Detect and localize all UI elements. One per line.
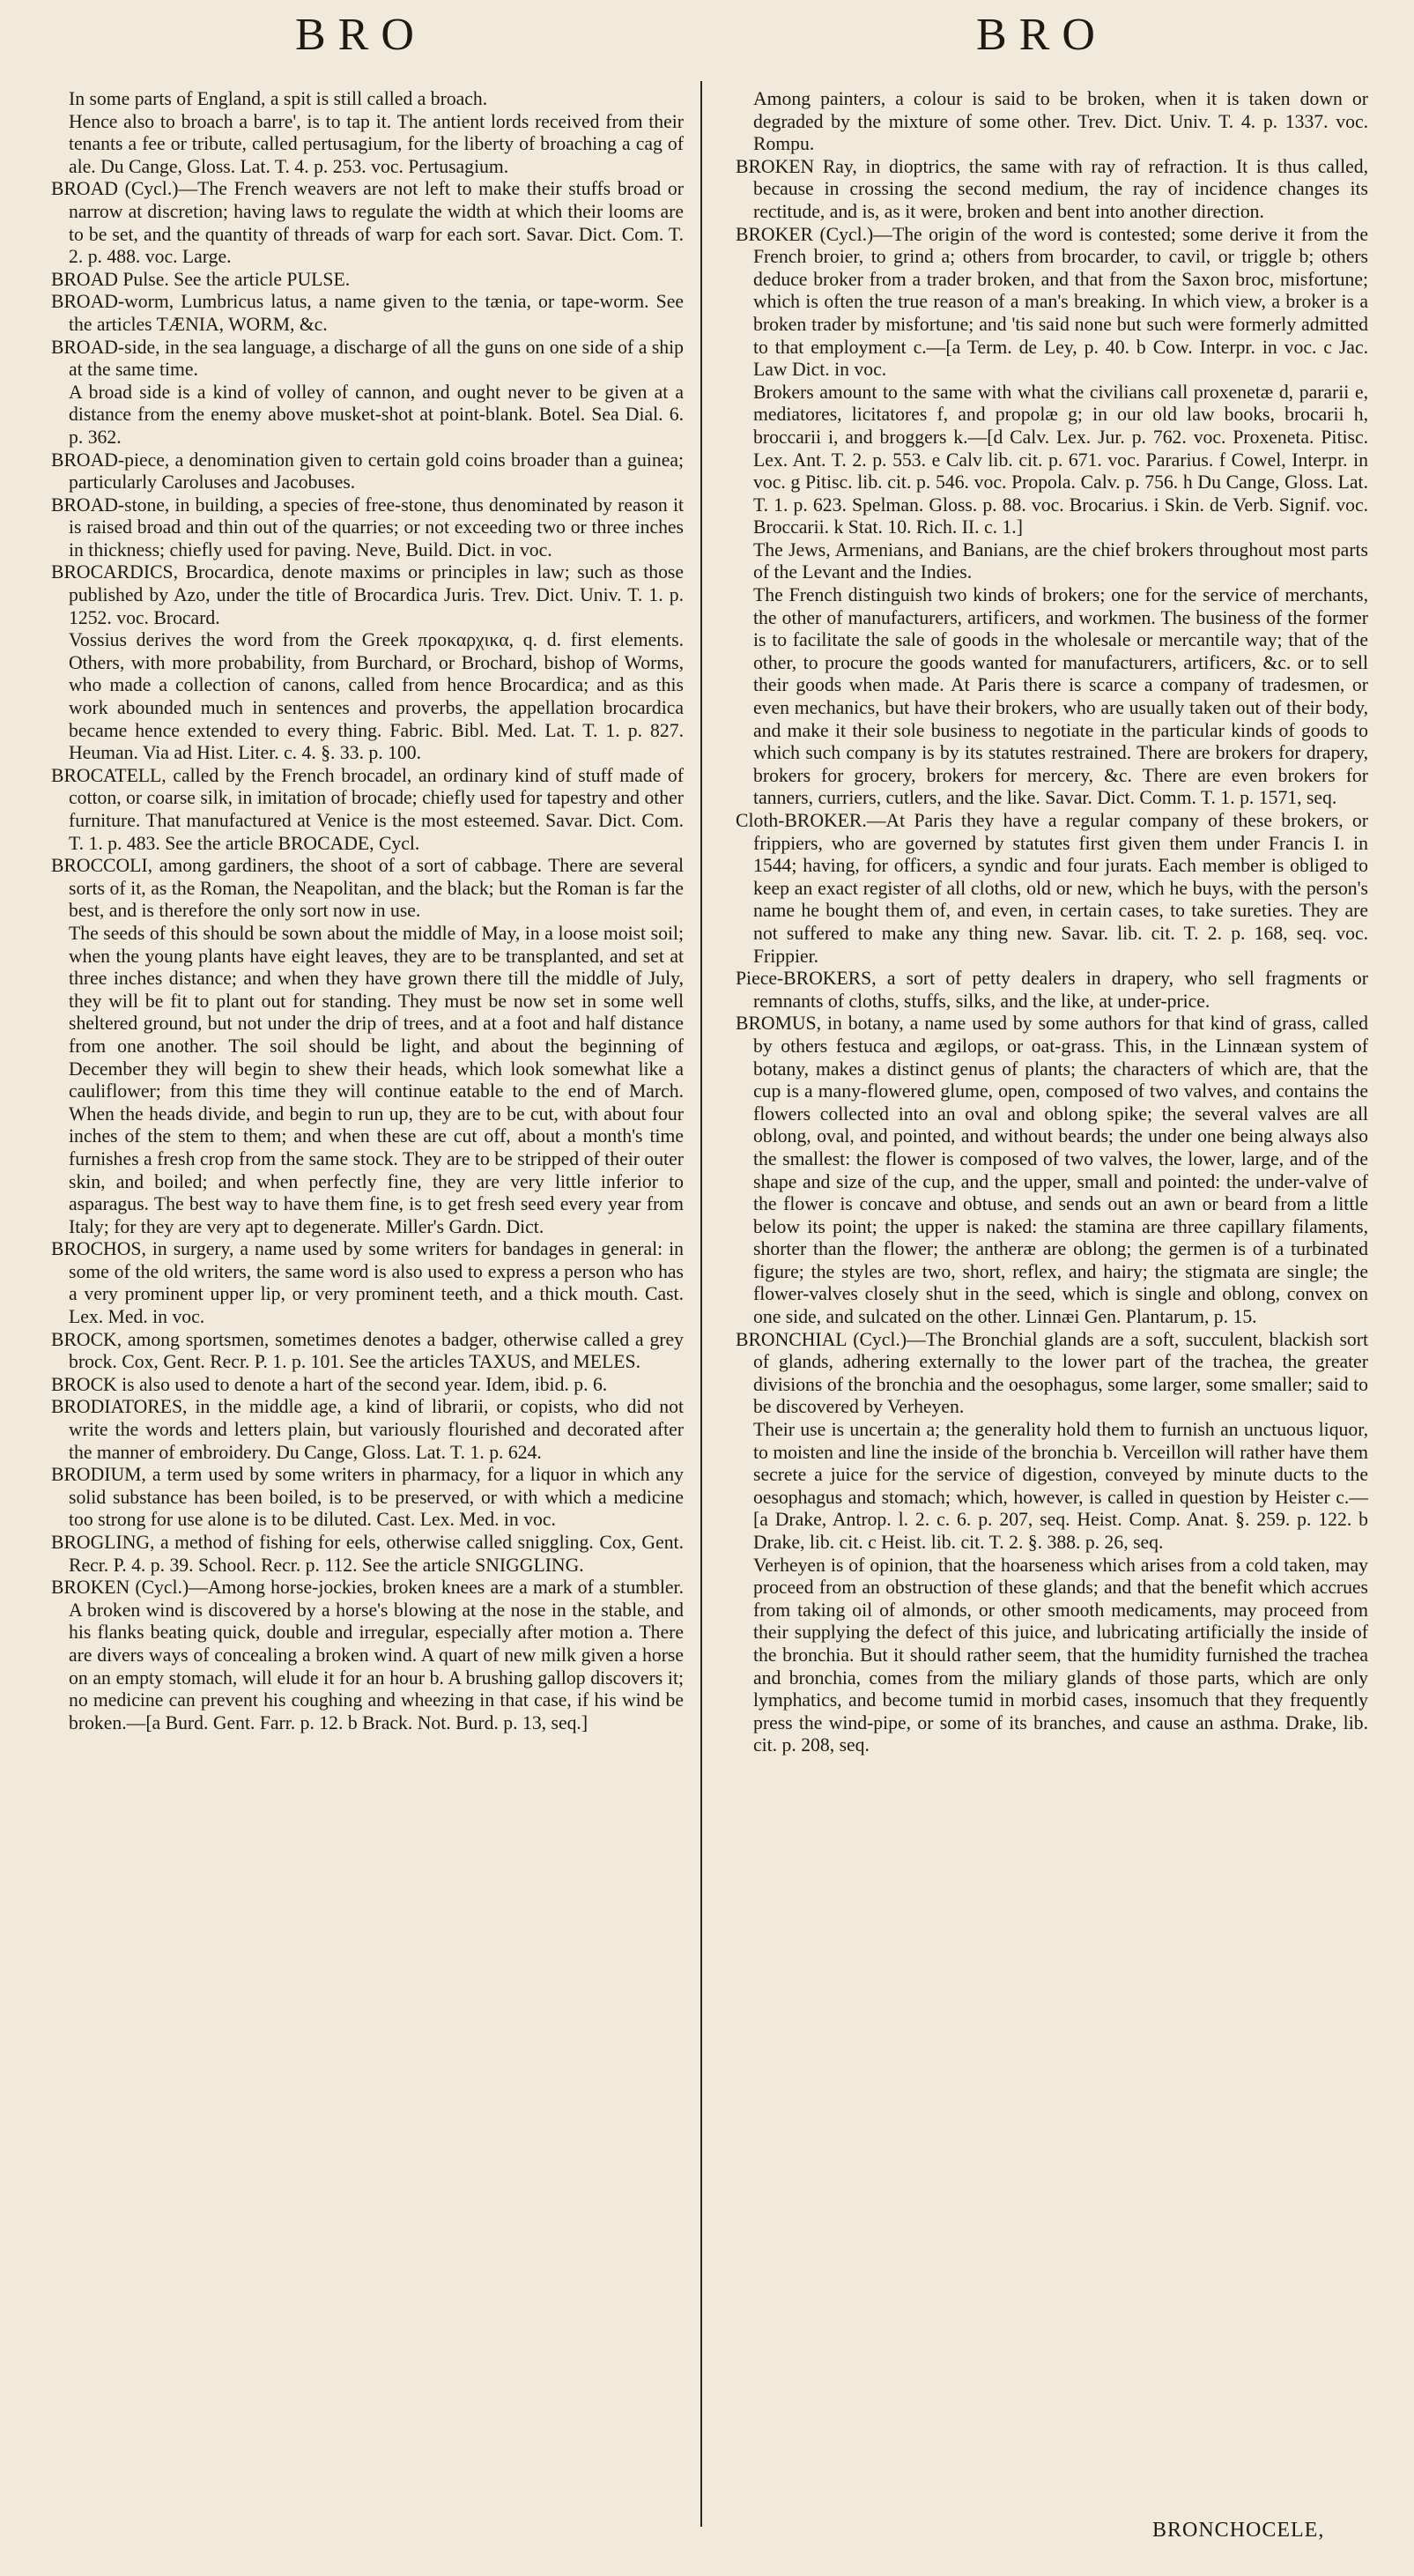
dictionary-entry: BROAD-side, in the sea language, a discharge of all the guns on one side of a ship at the same time. [51, 336, 684, 381]
dictionary-entry: BROAD Pulse. See the article PULSE. [51, 268, 351, 290]
dictionary-entry: The seeds of this should be sown about the middle of May, in a loose moist soil; when the young plants have eight leaves, they are to be transplanted, and set at three inches distance; and when they have grown there till the middle of July, they will be fit to plant out for standing. They must be now set in some well sheltered ground, but not under the drip of trees, and at a foot and half distance from one another. The soil should be light, and about the beginning of December they will begin to shew their heads, which look somewhat like a cauliflower; from this time they will continue eatable to the end of March. When the heads divide, and begin to run up, they are to be cut, with about four inches of the stem to them; and when these are cut off, about a month's time furnishes a fresh crop from the same stock. They are to be stripped of their outer skin, and boiled; and when perfectly fine, they are very little inferior to asparagus. The best way to have them fine, is to get fresh seed every year from Italy; for they are very apt to degenerate. Miller's Gardn. Dict. [69, 922, 684, 1237]
dictionary-entry: BROKEN (Cycl.)—Among horse-jockies, broken knees are a mark of a stumbler. A broken wind is discovered by a horse's blowing at the nose in the stable, and his flanks beating quick, double and irregular, especially after motion a. There are divers ways of concealing a broken wind. A quart of new milk given a horse on an empty stomach, will elude it for an hour b. A brushing gallop discovers it; no medicine can prevent his coughing and wheezing in that case, if his wind be broken.—[a Burd. Gent. Farr. p. 12. b Brack. Not. Burd. p. 13, seq.] [51, 1577, 684, 1733]
header-left: BRO [295, 10, 426, 60]
dictionary-entry: BROCHOS, in surgery, a name used by some writers for bandages in general: in some of the old writers, the same word is also used to express a person who has a very prominent upper lip, or very prominent teeth, and a thick mouth. Cast. Lex. Med. in voc. [51, 1238, 684, 1328]
dictionary-entry: BROCARDICS, Brocardica, denote maxims or principles in law; such as those published by Azo, under the title of Brocardica Juris. Trev. Dict. Univ. T. 1. p. 1252. voc. Brocard. [51, 561, 684, 628]
running-header [0, 9, 1414, 71]
dictionary-entry: BROAD (Cycl.)—The French weavers are not left to make their stuffs broad or narrow at discretion; having laws to regulate the width at which their looms are to be set, and the quantity of threads of warp for each sort. Savar. Dict. Com. T. 2. p. 488. voc. Large. [51, 178, 684, 268]
dictionary-entry: Their use is uncertain a; the generality hold them to furnish an unctuous liquor, to moisten and line the inside of the bronchia b. Verceillon will rather have them secrete a juice for the service of digestion, conveyed by minute ducts to the oesophagus and stomach; which, however, is called in question by Heister c.—[a Drake, Antrop. l. 2. c. 6. p. 207, seq. Heist. Comp. Anat. §. 259. p. 122. b Drake, lib. cit. c Heist. lib. cit. T. 2. §. 388. p. 26, seq. [753, 1419, 1368, 1553]
dictionary-entry: BROGLING, a method of fishing for eels, otherwise called sniggling. Cox, Gent. Recr. P. 4. p. 39. School. Recr. p. 112. See the article SNIGGLING. [51, 1532, 684, 1576]
dictionary-entry: BRONCHIAL (Cycl.)—The Bronchial glands are a soft, succulent, blackish sort of glands, adhering externally to the lower part of the trachea, the greater divisions of the bronchia and the oesophagus, some larger, some smaller; said to be discovered by Verheyen. [736, 1328, 1368, 1418]
dictionary-entry: BROCK, among sportsmen, sometimes denotes a badger, otherwise called a grey brock. Cox, Gent. Recr. P. 1. p. 101. See the articles TAXUS, and MELES. [51, 1328, 684, 1373]
dictionary-entry: BROAD-piece, a denomination given to certain gold coins broader than a guinea; particularly Caroluses and Jacobuses. [51, 449, 684, 494]
dictionary-entry: Vossius derives the word from the Greek προκαρχικα, q. d. first elements. Others, with more probability, from Burchard, or Brochard, bishop of Worms, who made a collection of canons, called from hence Brocardica; and as this work abounded much in sentences and proverbs, the appellation brocardica became hence extended to every thing. Fabric. Bibl. Med. Lat. T. 1. p. 827. Heuman. Via ad Hist. Liter. c. 4. §. 33. p. 100. [69, 629, 684, 764]
dictionary-entry: BROCATELL, called by the French brocadel, an ordinary kind of stuff made of cotton, or coarse silk, in imitation of brocade; chiefly used for tapestry and other furniture. That manufactured at Venice is the most esteemed. Savar. Dict. Com. T. 1. p. 483. See the article BROCADE, Cycl. [51, 764, 685, 854]
dictionary-entry: In some parts of England, a spit is still called a broach. [69, 88, 488, 109]
dictionary-entry: BRODIUM, a term used by some writers in pharmacy, for a liquor in which any solid substance has been boiled, is to be preserved, or with which a medicine too strong for use alone is to be diluted. Cast. Lex. Med. in voc. [51, 1464, 684, 1531]
dictionary-entry: Cloth-BROKER.—At Paris they have a regular company of these brokers, or frippiers, who are governed by statutes first given them under Francis I. in 1544; having, for officers, a syndic and four jurats. Each member is obliged to keep an exact register of all cloths, old or new, which he buys, with the person's name he bought them of, and even, in certain cases, to take sureties. They are not suffered to make any thing new. Savar. lib. cit. T. 2. p. 168, seq. voc. Frippier. [736, 810, 1368, 967]
dictionary-entry: BROCCOLI, among gardiners, the shoot of a sort of cabbage. There are several sorts of it, as the Roman, the Neapolitan, and the black; but the Roman is far the best, and is therefore the only sort now in use. [51, 855, 684, 922]
dictionary-entry: BROKEN Ray, in dioptrics, the same with ray of refraction. It is thus called, because in crossing the second medium, the ray of incidence changes its rectitude, and is, as it were, broken and bent into another direction. [736, 155, 1368, 222]
dictionary-entry: BROAD-stone, in building, a species of free-stone, thus denominated by reason it is raised broad and thin out of the quarries; or not exceeding two or three inches in thickness; chiefly used for paving. Neve, Build. Dict. in voc. [51, 494, 684, 560]
dictionary-entry: Brokers amount to the same with what the civilians call proxenetæ d, pararii e, mediatores, licitatores f, and propolæ g; in our old law books, brocarii h, broccarii i, and broggers k.—[d Calv. Lex. Jur. p. 762. voc. Proxeneta. Pitisc. Lex. Ant. T. 2. p. 553. e Calv lib. cit. p. 671. voc. Pararius. f Cowel, Interpr. in voc. g Pitisc. lib. cit. p. 546. voc. Propola. Calv. p. 756. h Du Cange, Gloss. Lat. T. 1. p. 623. Spelman. Gloss. p. 88. voc. Brocarius. i Skin. de Verb. Signif. voc. Broccarii. k Stat. 10. Rich. II. c. 1.] [753, 381, 1368, 538]
header-right: BRO [976, 10, 1107, 60]
dictionary-entry: BROKER (Cycl.)—The origin of the word is contested; some derive it from the French broier, to grind a; others from brocarder, to cavil, or triggle b; others deduce broker from a trader broken, and that from the Saxon broc, misfortune; which is often the true reason of a man's breaking. In which view, a broker is a broken trader by misfortune; and 'tis said none but such were formerly admitted to that employment c.—[a Term. de Ley, p. 40. b Cow. Interpr. in voc. c Jac. Law Dict. in voc. [736, 223, 1368, 381]
dictionary-entry: BROMUS, in botany, a name used by some authors for that kind of grass, called by others festuca and ægilops, or oat-grass. This, in the Linnæan system of botany, makes a distinct genus of plants; the characters of which are, that the cup is a many-flowered glume, open, composed of two valves, and contains the flowers collected into an oval and oblong spike; the several valves are all oblong, oval, and pointed, and without beards; the under one being always also the smallest: the flower is composed of two valves, the lower, large, and of the shape and size of the cup, and the upper, small and pointed: the under-valve of the flower is concave and obtuse, and sends out an awn or beard from a little below its point; the upper is naked: the stamina are three capillary filaments, shorter than the flower; the antheræ are oblong; the germen is of a turbinated figure; the styles are two, short, reflex, and hairy; the stigmata are single; the flower-valves closely shut in the seed, which is single and oblong, convex on one side, and sulcated on the other. Linnæi Gen. Plantarum, p. 15. [736, 1013, 1368, 1328]
dictionary-entry: Among painters, a colour is said to be broken, when it is taken down or degraded by the mixture of some other. Trev. Dict. Univ. T. 4. p. 1337. voc. Rompu. [753, 88, 1368, 155]
catchword: BRONCHOCELE, [1152, 2519, 1325, 2542]
dictionary-entry: Hence also to broach a barre', is to tap it. The antient lords received from their tenants a fee or tribute, called pertusagium, for the liberty of broaching a cag of ale. Du Cange, Gloss. Lat. T. 4. p. 253. voc. Pertusagium. [69, 110, 684, 177]
dictionary-entry: Piece-BROKERS, a sort of petty dealers in drapery, who sell fragments or remnants of cloths, stuffs, silks, and the like, at under-price. [736, 968, 1368, 1012]
dictionary-entry: The French distinguish two kinds of brokers; one for the service of merchants, the other of manufacturers, artificers, and workmen. The business of the former is to facilitate the sale of goods in the wholesale or mercantile way; that of the other, to procure the goods wanted for manufacturers, artificers, &c. or to sell their goods when made. At Paris there is scarce a company of tradesmen, or even mechanics, but have their brokers, who are usually taken out of their body, and make it their sole business to negotiate in the particular kinds of goods to which such company is by its statutes restrained. There are brokers for drapery, brokers for grocery, brokers for mercery, &c. There are even brokers for tanners, curriers, cutlers, and the like. Savar. Dict. Comm. T. 1. p. 1571, seq. [753, 584, 1368, 809]
dictionary-entry: Verheyen is of opinion, that the hoarseness which arises from a cold taken, may proceed from an obstruction of these glands; and that the benefit which accrues from taking oil of almonds, or other smooth medicaments, may proceed from their supplying the defect of this juice, and lubricating artificially the inside of the bronchia. But it should rather seem, that the humidity furnished the trachea and bronchia, comes from the miliary glands of those parts, which are only lymphatics, and become tumid in morbid cases, insomuch that they frequently press the wind-pipe, or some of its branches, and cause an asthma. Drake, lib. cit. p. 208, seq. [753, 1554, 1368, 1756]
column-divider [700, 81, 702, 2527]
right-column [736, 88, 1368, 1757]
dictionary-entry: BROCK is also used to denote a hart of the second year. Idem, ibid. p. 6. [51, 1373, 608, 1395]
left-column [51, 88, 684, 1734]
dictionary-entry: The Jews, Armenians, and Banians, are the chief brokers throughout most parts of the Levant and the Indies. [753, 538, 1368, 583]
dictionary-entry: BRODIATORES, in the middle age, a kind of librarii, or copists, who did not write the words and letters plain, but variously flourished and decorated after the manner of embroidery. Du Cange, Gloss. Lat. T. 1. p. 624. [51, 1396, 684, 1463]
dictionary-entry: A broad side is a kind of volley of cannon, and ought never to be given at a distance from the enemy above musket-shot at point-blank. Botel. Sea Dial. 6. p. 362. [69, 381, 684, 448]
dictionary-entry: BROAD-worm, Lumbricus latus, a name given to the tænia, or tape-worm. See the articles TÆNIA, WORM, &c. [51, 291, 684, 335]
